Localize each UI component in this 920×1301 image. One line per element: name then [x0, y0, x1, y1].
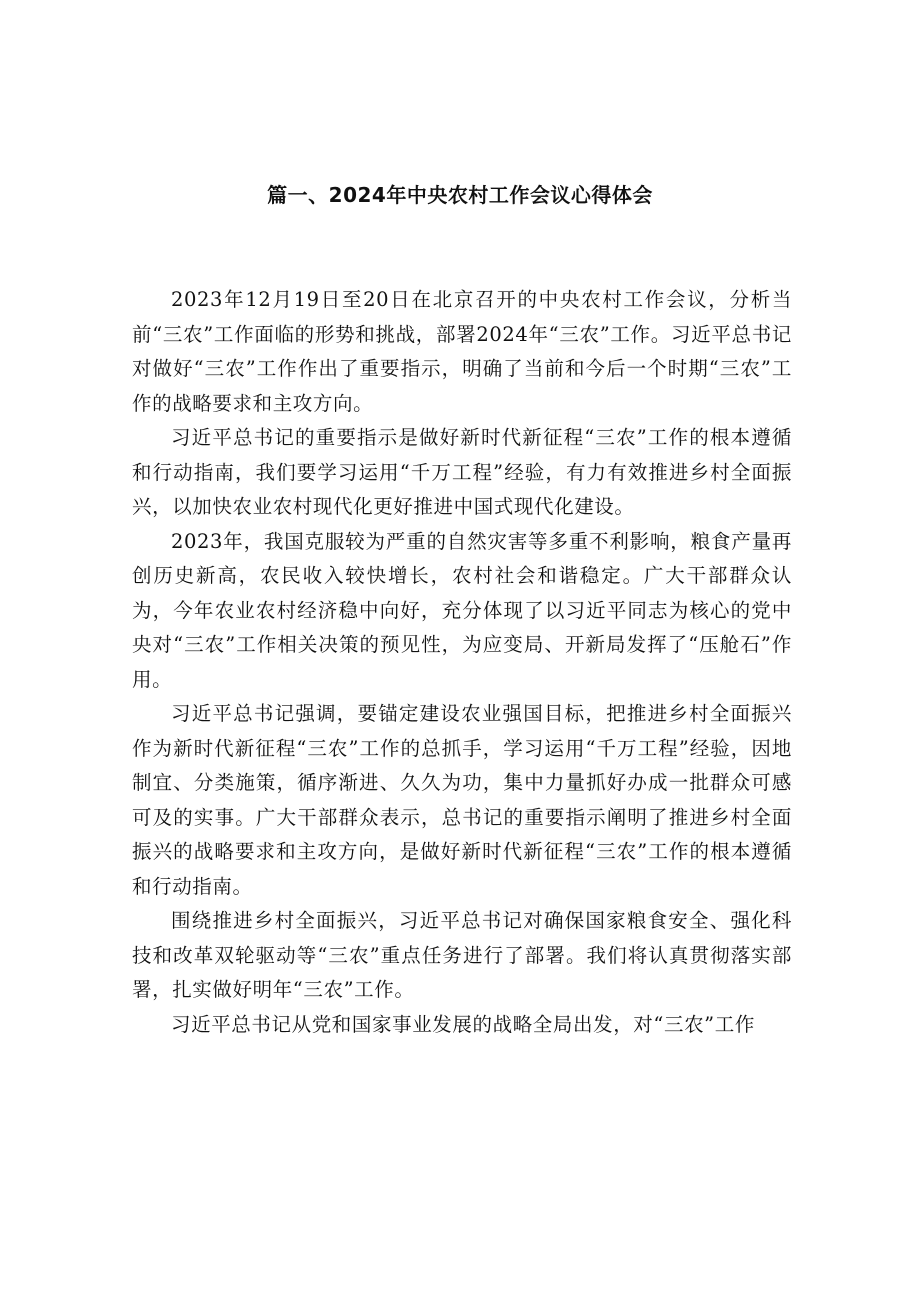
- paragraph: 2023年，我国克服较为严重的自然灾害等多重不利影响，粮食产量再创历史新高，农民收入较快增长，农村社会和谐稳定。广大干部群众认为，今年农业农村经济稳中向好，充分体现了以习近平同志为核心的党中央对“三农”工作相关决策的预见性，为应变局、开新局发挥了“压舱石”作用。: [132, 529, 792, 691]
- document-title: 篇一、2024年中央农村工作会议心得体会: [267, 183, 653, 207]
- paragraph: 2023年12月19日至20日在北京召开的中央农村工作会议，分析当前“三农”工作面临的形势和挑战，部署2024年“三农”工作。习近平总书记对做好“三农”工作作出了重要指示，明确了当前和今后一个时期“三农”工作的战略要求和主攻方向。: [132, 288, 792, 415]
- paragraph: 习近平总书记的重要指示是做好新时代新征程“三农”工作的根本遵循和行动指南，我们要学习运用“千万工程”经验，有力有效推进乡村全面振兴，以加快农业农村现代化更好推进中国式现代化建设。: [132, 426, 792, 518]
- paragraph: 习近平总书记从党和国家事业发展的战略全局出发，对“三农”工作: [171, 1012, 755, 1036]
- paragraph: 围绕推进乡村全面振兴，习近平总书记对确保国家粮食安全、强化科技和改革双轮驱动等“三农”重点任务进行了部署。我们将认真贯彻落实部署，扎实做好明年“三农”工作。: [132, 909, 792, 1001]
- document-body: [132, 283, 792, 1042]
- paragraph: 习近平总书记强调，要锚定建设农业强国目标，把推进乡村全面振兴作为新时代新征程“三农”工作的总抓手，学习运用“千万工程”经验，因地制宜、分类施策，循序渐进、久久为功，集中力量抓好办成一批群众可感可及的实事。广大干部群众表示，总书记的重要指示阐明了推进乡村全面振兴的战略要求和主攻方向，是做好新时代新征程“三农”工作的根本遵循和行动指南。: [132, 702, 792, 898]
